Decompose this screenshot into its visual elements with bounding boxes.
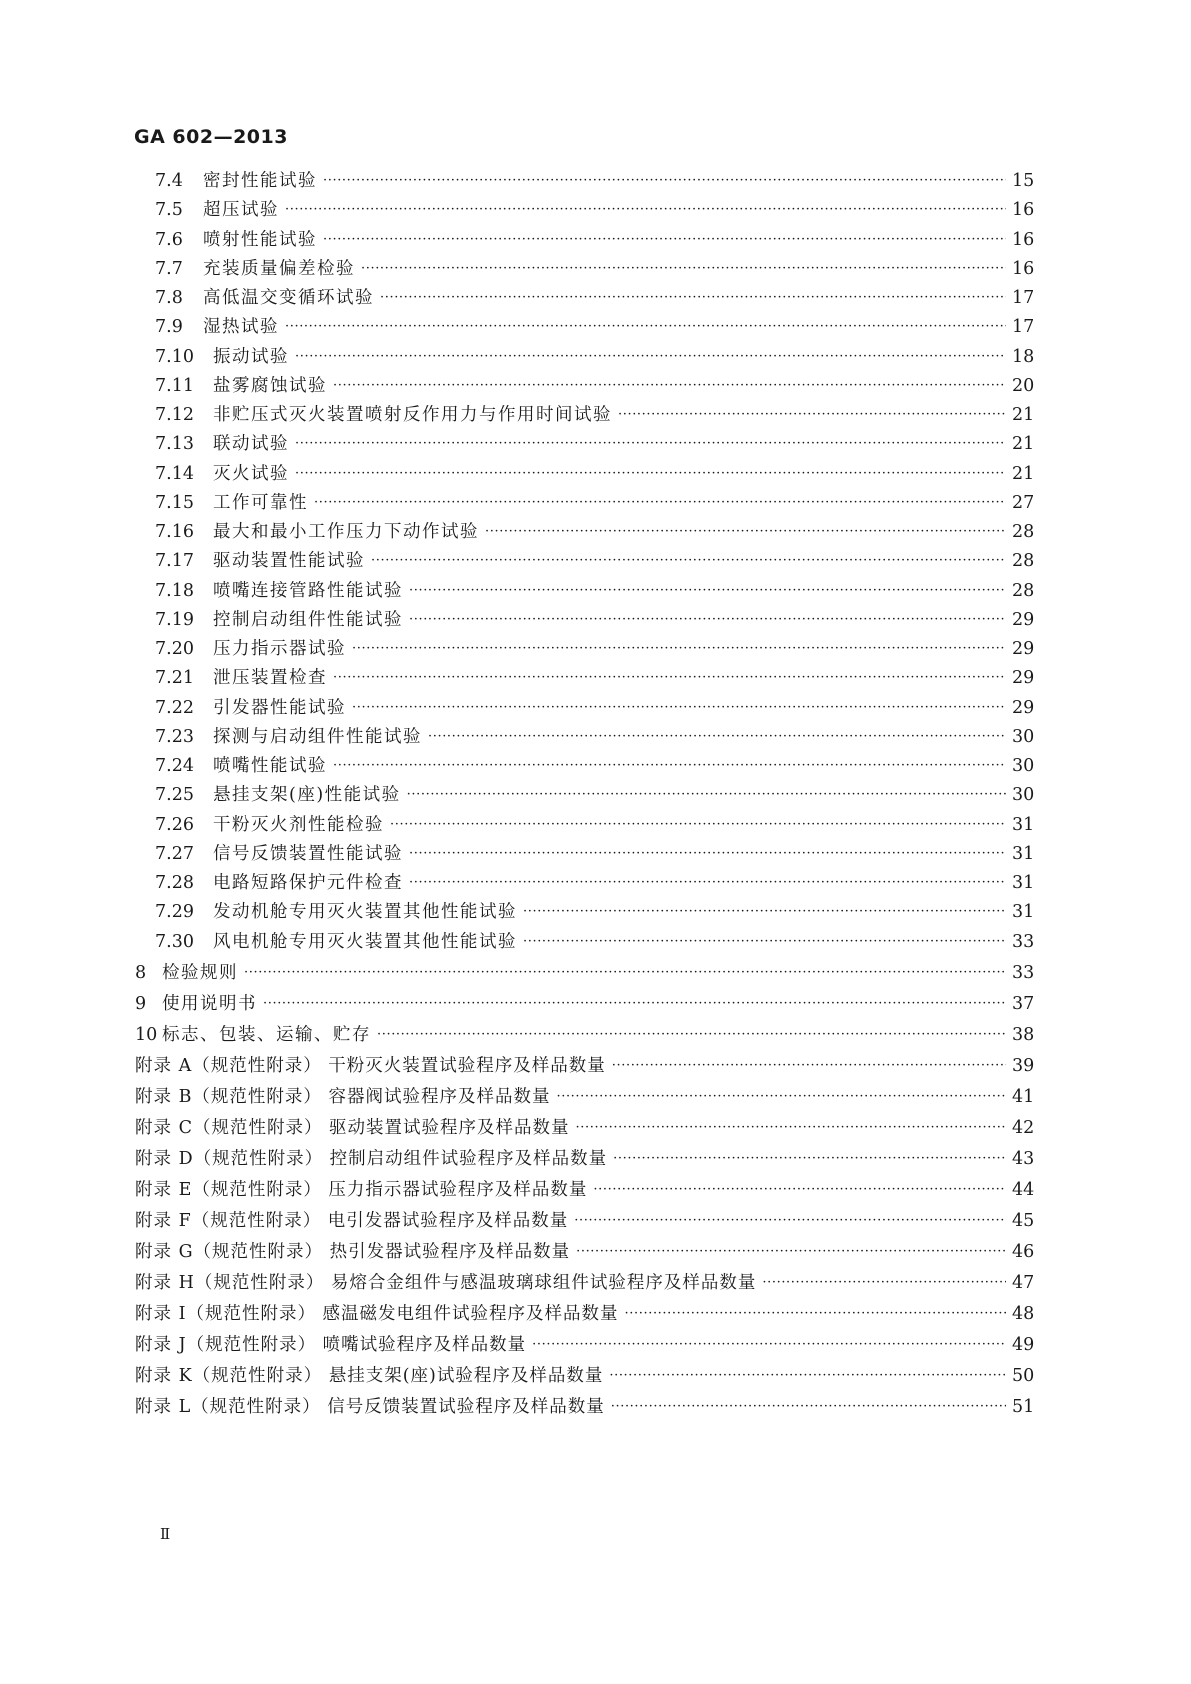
toc-entry[interactable]: [0, 927, 1191, 957]
toc-entry-title: 喷嘴连接管路性能试验: [213, 581, 403, 601]
toc-entry-number: 7.18: [155, 581, 194, 601]
toc-entry[interactable]: [0, 576, 1191, 606]
toc-entry-number: 7.9: [155, 317, 183, 337]
toc-entry-page: 21: [1012, 464, 1035, 484]
toc-entry-title: 最大和最小工作压力下动作试验: [213, 522, 479, 542]
toc-dot-leader: [295, 459, 1006, 489]
toc-entry-title: 附录 A（规范性附录） 干粉灭火装置试验程序及样品数量: [135, 1056, 606, 1076]
toc-entry-number: 7.15: [155, 493, 194, 513]
toc-entry-number: 7.21: [155, 668, 194, 688]
toc-entry-page: 31: [1012, 815, 1035, 835]
toc-dot-leader: [523, 897, 1006, 927]
toc-entry-page: 16: [1012, 259, 1035, 279]
toc-entry-title: 高低温交变循环试验: [203, 288, 374, 308]
toc-dot-leader: [407, 780, 1006, 810]
toc-dot-leader: [371, 546, 1006, 576]
toc-entry-page: 30: [1012, 756, 1035, 776]
toc-entry-page: 29: [1012, 639, 1035, 659]
toc-dot-leader: [612, 1051, 1006, 1081]
toc-entry[interactable]: [0, 722, 1191, 752]
toc-annex-entry[interactable]: [0, 1392, 1191, 1422]
toc-entry[interactable]: [0, 517, 1191, 547]
toc-annex-entry[interactable]: [0, 1330, 1191, 1360]
toc-dot-leader: [244, 958, 1006, 988]
toc-entry-page: 49: [1012, 1335, 1035, 1355]
toc-entry-page: 38: [1012, 1025, 1035, 1045]
toc-entry-title: 标志、包装、运输、贮存: [162, 1025, 371, 1045]
toc-entry-title: 附录 G（规范性附录） 热引发器试验程序及样品数量: [135, 1242, 571, 1262]
toc-dot-leader: [333, 663, 1006, 693]
toc-entry-page: 31: [1012, 844, 1035, 864]
toc-entry-page: 20: [1012, 376, 1035, 396]
toc-dot-leader: [574, 1206, 1006, 1236]
toc-entry-number: 7.28: [155, 873, 194, 893]
toc-entry-page: 27: [1012, 493, 1035, 513]
toc-dot-leader: [323, 166, 1006, 196]
toc-dot-leader: [285, 312, 1006, 342]
toc-dot-leader: [576, 1113, 1006, 1143]
toc-entry-page: 30: [1012, 727, 1035, 747]
toc-entry-page: 30: [1012, 785, 1035, 805]
toc-entry[interactable]: [0, 605, 1191, 635]
toc-entry-number: 7.10: [155, 347, 194, 367]
toc-dot-leader: [352, 634, 1006, 664]
toc-entry[interactable]: [0, 488, 1191, 518]
toc-dot-leader: [263, 989, 1006, 1019]
toc-entry[interactable]: [0, 839, 1191, 869]
toc-entry-title: 发动机舱专用灭火装置其他性能试验: [213, 902, 517, 922]
toc-entry-title: 充装质量偏差检验: [203, 259, 355, 279]
toc-entry-page: 21: [1012, 405, 1035, 425]
toc-entry-number: 7.14: [155, 464, 194, 484]
toc-entry-page: 21: [1012, 434, 1035, 454]
toc-entry-title: 悬挂支架(座)性能试验: [213, 785, 401, 805]
toc-entry[interactable]: [0, 693, 1191, 723]
toc-dot-leader: [625, 1299, 1006, 1329]
toc-entry-title: 干粉灭火剂性能检验: [213, 815, 384, 835]
toc-entry-page: 16: [1012, 200, 1035, 220]
toc-entry-title: 附录 K（规范性附录） 悬挂支架(座)试验程序及样品数量: [135, 1366, 604, 1386]
toc-entry[interactable]: [0, 780, 1191, 810]
toc-entry[interactable]: [0, 751, 1191, 781]
toc-entry-page: 17: [1012, 288, 1035, 308]
toc-entry-number: 7.12: [155, 405, 194, 425]
toc-dot-leader: [361, 254, 1006, 284]
toc-entry-number: 7.24: [155, 756, 194, 776]
toc-entry-page: 31: [1012, 873, 1035, 893]
toc-dot-leader: [285, 195, 1006, 225]
toc-dot-leader: [333, 371, 1006, 401]
toc-entry[interactable]: [0, 459, 1191, 489]
toc-entry-page: 48: [1012, 1304, 1035, 1324]
toc-entry-title: 非贮压式灭火装置喷射反作用力与作用时间试验: [213, 405, 612, 425]
toc-entry[interactable]: [0, 371, 1191, 401]
page-number-footer: Ⅱ: [160, 1525, 171, 1543]
toc-entry-number: 7.4: [155, 171, 183, 191]
toc-entry-number: 7.26: [155, 815, 194, 835]
toc-entry-number: 7.5: [155, 200, 183, 220]
toc-entry[interactable]: [0, 400, 1191, 430]
toc-entry-page: 15: [1012, 171, 1035, 191]
toc-entry-page: 29: [1012, 610, 1035, 630]
toc-entry-title: 超压试验: [203, 200, 279, 220]
toc-dot-leader: [762, 1268, 1006, 1298]
toc-entry-number: 7.22: [155, 698, 194, 718]
toc-entry-page: 43: [1012, 1149, 1035, 1169]
toc-entry-number: 7.6: [155, 230, 183, 250]
toc-entry-page: 46: [1012, 1242, 1035, 1262]
toc-entry-number: 10: [135, 1025, 158, 1045]
toc-dot-leader: [611, 1392, 1006, 1422]
toc-entry-page: 37: [1012, 994, 1035, 1014]
toc-entry-title: 附录 J（规范性附录） 喷嘴试验程序及样品数量: [135, 1335, 527, 1355]
toc-entry-title: 附录 F（规范性附录） 电引发器试验程序及样品数量: [135, 1211, 569, 1231]
toc-entry-title: 附录 C（规范性附录） 驱动装置试验程序及样品数量: [135, 1118, 570, 1138]
toc-dot-leader: [485, 517, 1006, 547]
document-id-header: GA 602—2013: [134, 126, 288, 148]
toc-entry[interactable]: [0, 810, 1191, 840]
toc-entry-title: 喷射性能试验: [203, 230, 317, 250]
toc-entry[interactable]: [0, 312, 1191, 342]
toc-entry-page: 33: [1012, 932, 1035, 952]
toc-entry-page: 45: [1012, 1211, 1035, 1231]
toc-annex-entry[interactable]: [0, 1144, 1191, 1174]
toc-annex-entry[interactable]: [0, 1051, 1191, 1081]
toc-entry-title: 泄压装置检查: [213, 668, 327, 688]
toc-dot-leader: [409, 868, 1006, 898]
toc-annex-entry[interactable]: [0, 1206, 1191, 1236]
toc-entry-title: 控制启动组件性能试验: [213, 610, 403, 630]
toc-dot-leader: [618, 400, 1006, 430]
toc-entry[interactable]: [0, 195, 1191, 225]
toc-entry-page: 28: [1012, 581, 1035, 601]
toc-entry-page: 18: [1012, 347, 1035, 367]
toc-annex-entry[interactable]: [0, 1082, 1191, 1112]
toc-entry[interactable]: [0, 546, 1191, 576]
toc-entry-title: 压力指示器试验: [213, 639, 346, 659]
toc-dot-leader: [333, 751, 1006, 781]
toc-entry-page: 33: [1012, 963, 1035, 983]
toc-entry-title: 工作可靠性: [213, 493, 308, 513]
toc-entry-page: 28: [1012, 522, 1035, 542]
toc-entry-number: 7.11: [155, 376, 194, 396]
toc-dot-leader: [523, 927, 1006, 957]
toc-entry-title: 引发器性能试验: [213, 698, 346, 718]
toc-entry-page: 51: [1012, 1397, 1035, 1417]
toc-entry-number: 7.16: [155, 522, 194, 542]
toc-entry[interactable]: [0, 283, 1191, 313]
toc-entry[interactable]: [0, 989, 1191, 1019]
toc-entry-title: 附录 D（规范性附录） 控制启动组件试验程序及样品数量: [135, 1149, 608, 1169]
toc-entry-title: 检验规则: [162, 963, 238, 983]
toc-dot-leader: [352, 693, 1006, 723]
toc-dot-leader: [576, 1237, 1006, 1267]
toc-entry[interactable]: [0, 897, 1191, 927]
toc-entry-page: 39: [1012, 1056, 1035, 1076]
toc-dot-leader: [314, 488, 1006, 518]
toc-entry-number: 7.29: [155, 902, 194, 922]
toc-dot-leader: [613, 1144, 1006, 1174]
toc-dot-leader: [428, 722, 1006, 752]
toc-entry-number: 7.27: [155, 844, 194, 864]
toc-dot-leader: [390, 810, 1006, 840]
toc-entry-title: 使用说明书: [162, 994, 257, 1014]
toc-entry-title: 密封性能试验: [203, 171, 317, 191]
toc-entry-number: 7.20: [155, 639, 194, 659]
toc-entry-page: 29: [1012, 698, 1035, 718]
toc-entry-page: 42: [1012, 1118, 1035, 1138]
toc-entry[interactable]: [0, 166, 1191, 196]
toc-entry[interactable]: [0, 429, 1191, 459]
toc-entry-number: 7.25: [155, 785, 194, 805]
toc-dot-leader: [295, 429, 1006, 459]
toc-entry[interactable]: [0, 254, 1191, 284]
toc-entry-title: 喷嘴性能试验: [213, 756, 327, 776]
toc-entry-page: 41: [1012, 1087, 1035, 1107]
toc-entry-title: 附录 I（规范性附录） 感温磁发电组件试验程序及样品数量: [135, 1304, 619, 1324]
toc-entry[interactable]: [0, 225, 1191, 255]
toc-entry-number: 7.7: [155, 259, 183, 279]
toc-dot-leader: [532, 1330, 1006, 1360]
toc-entry-page: 47: [1012, 1273, 1035, 1293]
toc-entry-title: 灭火试验: [213, 464, 289, 484]
toc-entry-title: 盐雾腐蚀试验: [213, 376, 327, 396]
toc-entry-page: 50: [1012, 1366, 1035, 1386]
toc-entry-title: 联动试验: [213, 434, 289, 454]
toc-entry-number: 8: [135, 963, 147, 983]
toc-dot-leader: [593, 1175, 1006, 1205]
toc-entry-title: 信号反馈装置性能试验: [213, 844, 403, 864]
toc-dot-leader: [323, 225, 1006, 255]
toc-dot-leader: [295, 342, 1006, 372]
toc-entry-number: 7.17: [155, 551, 194, 571]
toc-entry-page: 17: [1012, 317, 1035, 337]
toc-annex-entry[interactable]: [0, 1299, 1191, 1329]
toc-entry-title: 风电机舱专用灭火装置其他性能试验: [213, 932, 517, 952]
toc-annex-entry[interactable]: [0, 1175, 1191, 1205]
toc-annex-entry[interactable]: [0, 1361, 1191, 1391]
toc-annex-entry[interactable]: [0, 1237, 1191, 1267]
toc-entry-title: 驱动装置性能试验: [213, 551, 365, 571]
toc-entry[interactable]: [0, 342, 1191, 372]
toc-entry-number: 9: [135, 994, 147, 1014]
toc-entry-number: 7.8: [155, 288, 183, 308]
toc-entry[interactable]: [0, 958, 1191, 988]
toc-entry-title: 附录 B（规范性附录） 容器阀试验程序及样品数量: [135, 1087, 551, 1107]
toc-dot-leader: [609, 1361, 1006, 1391]
toc-entry-title: 附录 E（规范性附录） 压力指示器试验程序及样品数量: [135, 1180, 588, 1200]
toc-entry-page: 29: [1012, 668, 1035, 688]
toc-dot-leader: [380, 283, 1006, 313]
toc-dot-leader: [377, 1020, 1006, 1050]
toc-annex-entry[interactable]: [0, 1268, 1191, 1298]
toc-dot-leader: [409, 576, 1006, 606]
toc-entry-title: 电路短路保护元件检查: [213, 873, 403, 893]
toc-entry-number: 7.23: [155, 727, 194, 747]
toc-entry[interactable]: [0, 634, 1191, 664]
toc-entry-title: 探测与启动组件性能试验: [213, 727, 422, 747]
toc-entry-title: 附录 H（规范性附录） 易熔合金组件与感温玻璃球组件试验程序及样品数量: [135, 1273, 757, 1293]
toc-dot-leader: [409, 839, 1006, 869]
toc-annex-entry[interactable]: [0, 1113, 1191, 1143]
toc-entry-number: 7.13: [155, 434, 194, 454]
toc-entry[interactable]: [0, 868, 1191, 898]
toc-entry-title: 附录 L（规范性附录） 信号反馈装置试验程序及样品数量: [135, 1397, 605, 1417]
toc-entry-number: 7.30: [155, 932, 194, 952]
toc-dot-leader: [409, 605, 1006, 635]
toc-entry-page: 28: [1012, 551, 1035, 571]
toc-dot-leader: [556, 1082, 1006, 1112]
toc-entry-title: 湿热试验: [203, 317, 279, 337]
toc-entry-number: 7.19: [155, 610, 194, 630]
toc-entry-title: 振动试验: [213, 347, 289, 367]
toc-entry[interactable]: [0, 1020, 1191, 1050]
toc-entry[interactable]: [0, 663, 1191, 693]
toc-entry-page: 16: [1012, 230, 1035, 250]
toc-entry-page: 31: [1012, 902, 1035, 922]
toc-entry-page: 44: [1012, 1180, 1035, 1200]
